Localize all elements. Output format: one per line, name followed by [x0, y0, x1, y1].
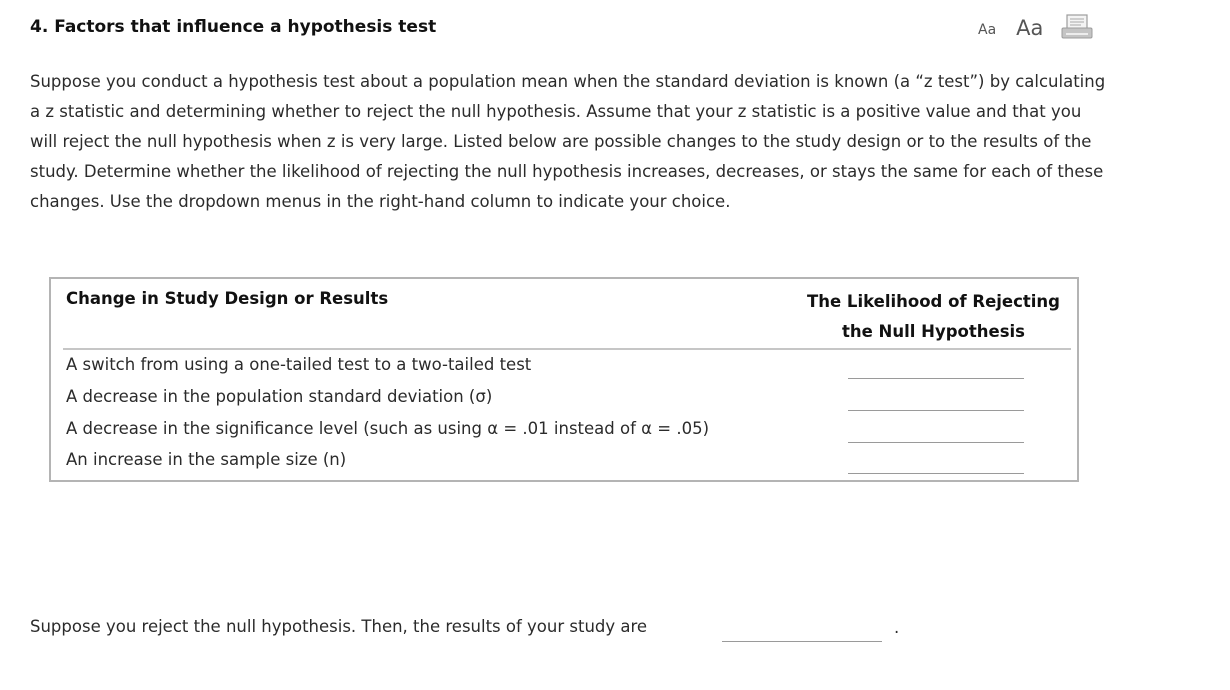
row-label-significance: A decrease in the significance level (such as using α = .01 instead of α = .05) — [66, 419, 710, 438]
toolbar — [978, 14, 1093, 40]
column-header-change: Change in Study Design or Results — [66, 289, 389, 308]
decrease-font-button[interactable]: Aa — [978, 22, 997, 38]
dropdown-final-result[interactable] — [722, 623, 882, 642]
print-icon — [1061, 14, 1093, 40]
dropdown-significance[interactable] — [848, 424, 1024, 443]
header-divider — [63, 348, 1071, 350]
column-header-likelihood — [791, 287, 1076, 347]
print-button[interactable] — [1061, 14, 1093, 40]
row-label-sample-size: An increase in the sample size (n) — [66, 450, 347, 469]
column-header-likelihood-line1: The Likelihood of Rejecting — [807, 292, 1060, 311]
dropdown-sample-size[interactable] — [848, 455, 1024, 474]
dropdown-tailed-switch[interactable] — [848, 360, 1024, 379]
final-question: Suppose you reject the null hypothesis. Then, the results of your study are — [30, 617, 648, 636]
changes-table — [49, 277, 1079, 482]
dropdown-std-dev[interactable] — [848, 392, 1024, 411]
column-header-likelihood-line2: the Null Hypothesis — [841, 322, 1025, 341]
row-label-tailed-switch: A switch from using a one-tailed test to a two-tailed test — [66, 355, 532, 374]
question-title: 4. Factors that influence a hypothesis test — [30, 17, 437, 37]
increase-font-button[interactable]: Aa — [1016, 16, 1044, 40]
row-label-std-dev: A decrease in the population standard deviation (σ) — [66, 387, 493, 406]
question-intro: Suppose you conduct a hypothesis test about a population mean when the standard deviation is known (a “z test”) by calculating a z statistic and determining whether to reject the null hypothesis. Assume that your z statistic is a positive value and that you will reject the null hypothesis when z is very large. Listed below are possible changes to the study design or to the results of the study. Determine whether the likelihood of rejecting the null hypothesis increases, decreases, or stays the same for each of these changes. Use the dropdown menus in the right-hand column to indicate your choice. — [30, 72, 1106, 211]
final-period: . — [894, 618, 900, 637]
